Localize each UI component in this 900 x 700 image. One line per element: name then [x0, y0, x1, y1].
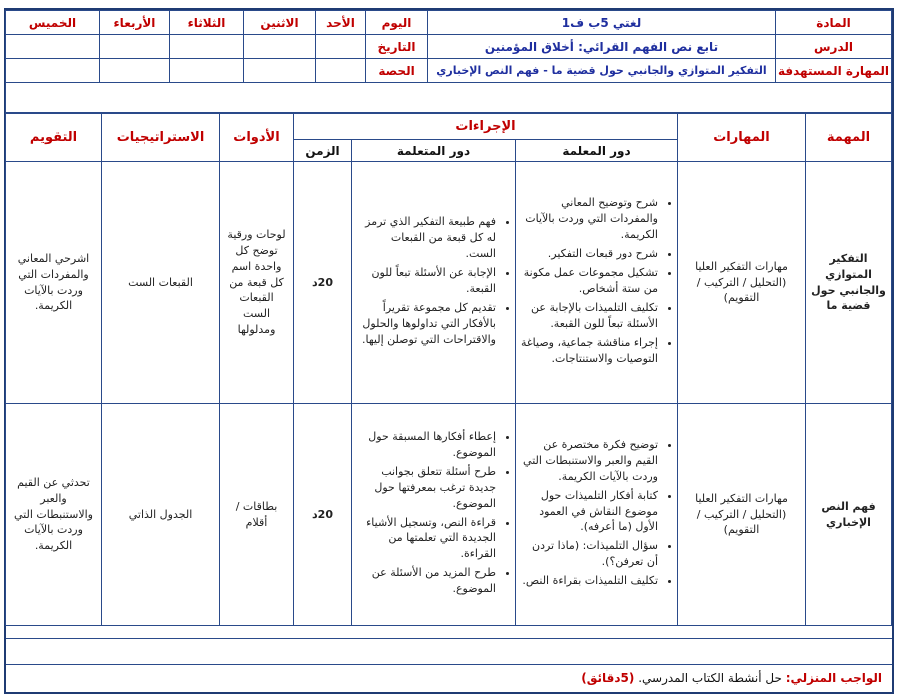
- student-role-cell: [352, 162, 516, 404]
- col-tools: الأدوات: [220, 114, 294, 162]
- list-item: • قراءة النص، وتسجيل الأشياء الجديدة التي تعلمتها من القراءة.: [357, 515, 496, 563]
- list-item: • شرح دور قبعات التفكير.: [521, 246, 658, 262]
- list-item: • سؤال التلميذات: (ماذا تردن أن تعرفن؟).: [521, 538, 658, 570]
- col-student-role: دور المتعلمة: [352, 140, 516, 162]
- strategy-cell: الجدول الذاتي: [102, 404, 220, 626]
- target-skill-label: المهارة المستهدفة: [776, 59, 892, 83]
- skill-cell: مهارات التفكير العليا (التحليل / التركيب / التقويم): [678, 404, 806, 626]
- date-label: التاريخ: [366, 35, 428, 59]
- list-item: • تشكيل مجموعات عمل مكونة من ستة أشخاص.: [521, 265, 658, 297]
- list-item: • إعطاء أفكارها المسبقة حول الموضوع.: [357, 429, 496, 461]
- day-thursday: الخميس: [6, 11, 100, 35]
- date-cell: [6, 35, 100, 59]
- list-item: • توضيح فكرة مختصرة عن القيم والعبر والاستنبطات التي وردت بالآيات الكريمة.: [521, 437, 658, 485]
- list-item: • تقديم كل مجموعة تقريراً بالأفكار التي تداولوها والحلول والاقتراحات التي توصلن إليها.: [357, 300, 496, 348]
- period-cell: [100, 59, 170, 83]
- lesson-label: الدرس: [776, 35, 892, 59]
- list-item: • تكليف التلميذات بالإجابة عن الأسئلة تبعاً للون القبعة.: [521, 300, 658, 332]
- time-cell: 20د: [294, 404, 352, 626]
- table-row: [6, 162, 892, 404]
- task-cell: فهم النص الإخباري: [806, 404, 892, 626]
- day-wednesday: الأربعاء: [100, 11, 170, 35]
- evaluation-cell: تحدثي عن القيم والعبر والاستنبطات التي وردت بالآيات الكريمة.: [6, 404, 102, 626]
- lesson-plan-frame: [4, 8, 894, 694]
- period-cell: [6, 59, 100, 83]
- list-item: • طرح أسئلة تتعلق بجوانب جديدة ترغب بمعرفتها حول الموضوع.: [357, 464, 496, 512]
- period-cell: [170, 59, 244, 83]
- homework-minutes: (5دقائق): [581, 671, 635, 685]
- tools-cell: بطاقات / أقلام: [220, 404, 294, 626]
- skill-cell: مهارات التفكير العليا (التحليل / التركيب / التقويم): [678, 162, 806, 404]
- day-tuesday: الثلاثاء: [170, 11, 244, 35]
- col-teacher-role: دور المعلمة: [516, 140, 678, 162]
- footer: [6, 638, 892, 692]
- homework-label: الواجب المنزلي:: [785, 671, 882, 685]
- col-skills: المهارات: [678, 114, 806, 162]
- task-cell: التفكير المتوازي والجانبي حول قضية ما: [806, 162, 892, 404]
- homework-row: [6, 664, 892, 692]
- day-label: اليوم: [366, 11, 428, 35]
- list-item: • تكليف التلميذات بقراءة النص.: [521, 573, 658, 589]
- footer-spacer: [6, 638, 892, 664]
- col-procedures: الإجراءات: [294, 114, 678, 140]
- lesson-value: تابع نص الفهم القرائي: أخلاق المؤمنين: [428, 35, 776, 59]
- list-item: • إجراء مناقشة جماعية، وصياغة التوصيات والاستنتاجات.: [521, 335, 658, 367]
- date-cell: [316, 35, 366, 59]
- teacher-role-cell: [516, 162, 678, 404]
- subject-value: لغتي 5ب ف1: [428, 11, 776, 35]
- student-role-cell: [352, 404, 516, 626]
- col-time: الزمن: [294, 140, 352, 162]
- list-item: • الإجابة عن الأسئلة تبعاً للون القبعة.: [357, 265, 496, 297]
- col-evaluation: التقويم: [6, 114, 102, 162]
- date-cell: [100, 35, 170, 59]
- period-cell: [244, 59, 316, 83]
- period-cell: [316, 59, 366, 83]
- date-cell: [244, 35, 316, 59]
- date-cell: [170, 35, 244, 59]
- evaluation-cell: اشرحي المعاني والمفردات التي وردت بالآيات الكريمة.: [6, 162, 102, 404]
- time-cell: 20د: [294, 162, 352, 404]
- procedures-table: [5, 113, 892, 626]
- col-strategies: الاستراتيجيات: [102, 114, 220, 162]
- strategy-cell: القبعات الست: [102, 162, 220, 404]
- homework-text: حل أنشطة الكتاب المدرسي.: [638, 671, 782, 685]
- header-table: [5, 10, 892, 113]
- list-item: • طرح المزيد من الأسئلة عن الموضوع.: [357, 565, 496, 597]
- header-spacer: [6, 83, 892, 113]
- subject-label: المادة: [776, 11, 892, 35]
- col-task: المهمة: [806, 114, 892, 162]
- list-item: • كتابة أفكار التلميذات حول موضوع النقاش في العمود الأول (ما أعرفه).: [521, 488, 658, 536]
- tools-cell: لوحات ورقية توضح كل واحدة اسم كل قبعة من القبعات الست ومدلولها: [220, 162, 294, 404]
- target-skill-value: التفكير المتوازي والجانبي حول قضية ما - فهم النص الإخباري: [428, 59, 776, 83]
- list-item: • فهم طبيعة التفكير الذي ترمز له كل قبعة من القبعات الست.: [357, 214, 496, 262]
- list-item: • شرح وتوضيح المعاني والمفردات التي وردت بالآيات الكريمة.: [521, 195, 658, 243]
- period-label: الحصة: [366, 59, 428, 83]
- day-monday: الاثنين: [244, 11, 316, 35]
- table-row: [6, 404, 892, 626]
- day-sunday: الأحد: [316, 11, 366, 35]
- teacher-role-cell: [516, 404, 678, 626]
